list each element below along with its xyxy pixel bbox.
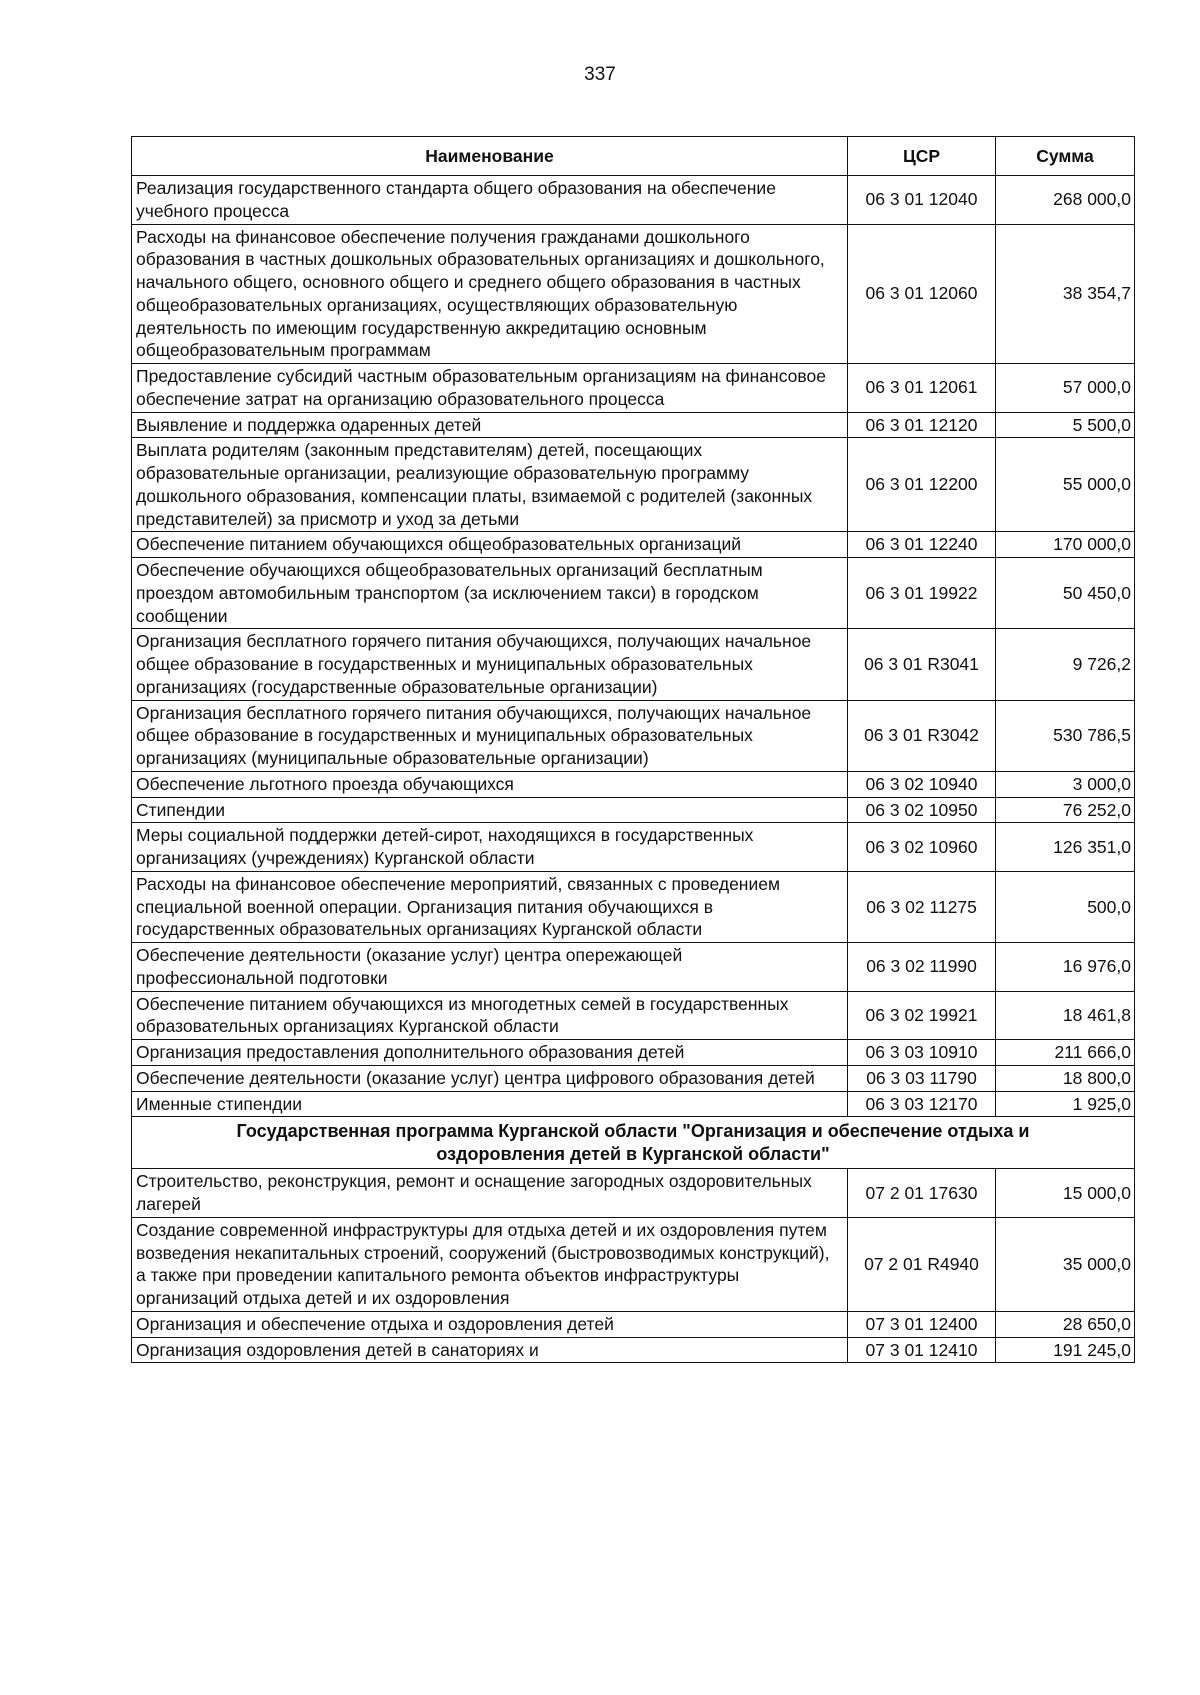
row-name: Выявление и поддержка одаренных детей xyxy=(132,412,848,438)
row-amount: 9 726,2 xyxy=(996,629,1135,700)
table-row xyxy=(132,1065,1135,1091)
row-amount: 50 450,0 xyxy=(996,558,1135,629)
table-row xyxy=(132,1040,1135,1066)
table-row xyxy=(132,771,1135,797)
row-code: 06 3 01 12061 xyxy=(848,364,996,413)
row-amount: 16 976,0 xyxy=(996,943,1135,992)
row-name: Расходы на финансовое обеспечение мероприятий, связанных с проведением специальной военной операции. Организация питания обучающихся в государственных образовательных организациях Курганской области xyxy=(132,871,848,942)
row-name: Предоставление субсидий частным образовательным организациям на финансовое обеспечение затрат на организацию образовательного процесса xyxy=(132,364,848,413)
row-amount: 211 666,0 xyxy=(996,1040,1135,1066)
header-name: Наименование xyxy=(132,137,848,176)
row-amount: 15 000,0 xyxy=(996,1169,1135,1218)
table-row xyxy=(132,700,1135,771)
row-amount: 170 000,0 xyxy=(996,532,1135,558)
row-name: Именные стипендии xyxy=(132,1091,848,1117)
page-number: 337 xyxy=(584,64,616,85)
table-row xyxy=(132,1311,1135,1337)
row-code: 07 2 01 17630 xyxy=(848,1169,996,1218)
row-code: 06 3 02 10940 xyxy=(848,771,996,797)
row-amount: 35 000,0 xyxy=(996,1217,1135,1311)
table-row xyxy=(132,823,1135,872)
row-amount: 38 354,7 xyxy=(996,224,1135,364)
row-amount: 3 000,0 xyxy=(996,771,1135,797)
table-row xyxy=(132,224,1135,364)
table-row xyxy=(132,438,1135,532)
row-code: 06 3 01 12200 xyxy=(848,438,996,532)
table-row xyxy=(132,1217,1135,1311)
table-row xyxy=(132,532,1135,558)
table-row xyxy=(132,1169,1135,1218)
row-name: Выплата родителям (законным представителям) детей, посещающих образовательные организации, реализующие образовательную программу дошкольного образования, компенсации платы, взимаемой с родителей (законных представителей) за присмотр и уход за детьми xyxy=(132,438,848,532)
row-amount: 76 252,0 xyxy=(996,797,1135,823)
row-amount: 28 650,0 xyxy=(996,1311,1135,1337)
row-name: Меры социальной поддержки детей-сирот, находящихся в государственных организациях (учреждениях) Курганской области xyxy=(132,823,848,872)
row-code: 06 3 01 12120 xyxy=(848,412,996,438)
row-code: 07 3 01 12410 xyxy=(848,1337,996,1363)
table-row xyxy=(132,412,1135,438)
row-code: 06 3 03 12170 xyxy=(848,1091,996,1117)
row-amount: 5 500,0 xyxy=(996,412,1135,438)
row-name: Организация и обеспечение отдыха и оздоровления детей xyxy=(132,1311,848,1337)
row-name: Обеспечение деятельности (оказание услуг) центра цифрового образования детей xyxy=(132,1065,848,1091)
row-name: Стипендии xyxy=(132,797,848,823)
table-row xyxy=(132,176,1135,225)
row-name: Обеспечение обучающихся общеобразовательных организаций бесплатным проездом автомобильным транспортом (за исключением такси) в городском сообщении xyxy=(132,558,848,629)
row-amount: 57 000,0 xyxy=(996,364,1135,413)
row-name: Строительство, реконструкция, ремонт и оснащение загородных оздоровительных лагерей xyxy=(132,1169,848,1218)
table-row xyxy=(132,797,1135,823)
row-name: Реализация государственного стандарта общего образования на обеспечение учебного процесса xyxy=(132,176,848,225)
budget-table xyxy=(131,136,1135,1363)
row-name: Обеспечение питанием обучающихся общеобразовательных организаций xyxy=(132,532,848,558)
row-code: 07 3 01 12400 xyxy=(848,1311,996,1337)
table-row xyxy=(132,364,1135,413)
row-amount: 126 351,0 xyxy=(996,823,1135,872)
row-name: Обеспечение питанием обучающихся из многодетных семей в государственных образовательных организациях Курганской области xyxy=(132,991,848,1040)
row-amount: 500,0 xyxy=(996,871,1135,942)
row-code: 06 3 02 11990 xyxy=(848,943,996,992)
row-name: Создание современной инфраструктуры для отдыха детей и их оздоровления путем возведения некапитальных строений, сооружений (быстровозводимых конструкций), а также при проведении капитального ремонта объектов инфраструктуры организаций отдыха детей и их оздоровления xyxy=(132,1217,848,1311)
row-name: Обеспечение льготного проезда обучающихся xyxy=(132,771,848,797)
row-code: 06 3 02 11275 xyxy=(848,871,996,942)
table-row xyxy=(132,871,1135,942)
row-code: 06 3 03 10910 xyxy=(848,1040,996,1066)
table-row xyxy=(132,991,1135,1040)
row-name: Организация оздоровления детей в санаториях и xyxy=(132,1337,848,1363)
table-row xyxy=(132,943,1135,992)
row-code: 06 3 01 12040 xyxy=(848,176,996,225)
row-name: Расходы на финансовое обеспечение получения гражданами дошкольного образования в частных дошкольных образовательных организациях и дошкольного, начального общего, основного общего и среднего общего образования в частных общеобразовательных организациях, осуществляющих образовательную деятельность по имеющим государственную аккредитацию основным общеобразовательным программам xyxy=(132,224,848,364)
table-row xyxy=(132,629,1135,700)
row-code: 06 3 03 11790 xyxy=(848,1065,996,1091)
table-row xyxy=(132,558,1135,629)
row-name: Организация предоставления дополнительного образования детей xyxy=(132,1040,848,1066)
row-code: 06 3 02 19921 xyxy=(848,991,996,1040)
row-code: 06 3 01 R3041 xyxy=(848,629,996,700)
row-code: 06 3 02 10960 xyxy=(848,823,996,872)
row-code: 06 3 01 12060 xyxy=(848,224,996,364)
row-amount: 530 786,5 xyxy=(996,700,1135,771)
row-code: 07 2 01 R4940 xyxy=(848,1217,996,1311)
row-code: 06 3 01 19922 xyxy=(848,558,996,629)
row-amount: 268 000,0 xyxy=(996,176,1135,225)
section-row xyxy=(132,1117,1135,1169)
row-name: Организация бесплатного горячего питания обучающихся, получающих начальное общее образование в государственных и муниципальных образовательных организациях (государственные образовательные организации) xyxy=(132,629,848,700)
row-name: Обеспечение деятельности (оказание услуг) центра опережающей профессиональной подготовки xyxy=(132,943,848,992)
row-name: Организация бесплатного горячего питания обучающихся, получающих начальное общее образование в государственных и муниципальных образовательных организациях (муниципальные образовательные организации) xyxy=(132,700,848,771)
row-amount: 1 925,0 xyxy=(996,1091,1135,1117)
section-title: Государственная программа Курганской области "Организация и обеспечение отдыха и оздоровления детей в Курганской области" xyxy=(132,1117,1135,1169)
table-row xyxy=(132,1091,1135,1117)
table-header-row xyxy=(132,137,1135,176)
row-code: 06 3 01 12240 xyxy=(848,532,996,558)
row-code: 06 3 02 10950 xyxy=(848,797,996,823)
row-amount: 18 800,0 xyxy=(996,1065,1135,1091)
row-amount: 18 461,8 xyxy=(996,991,1135,1040)
row-code: 06 3 01 R3042 xyxy=(848,700,996,771)
header-code: ЦСР xyxy=(848,137,996,176)
row-amount: 55 000,0 xyxy=(996,438,1135,532)
header-amount: Сумма xyxy=(996,137,1135,176)
table-row xyxy=(132,1337,1135,1363)
row-amount: 191 245,0 xyxy=(996,1337,1135,1363)
